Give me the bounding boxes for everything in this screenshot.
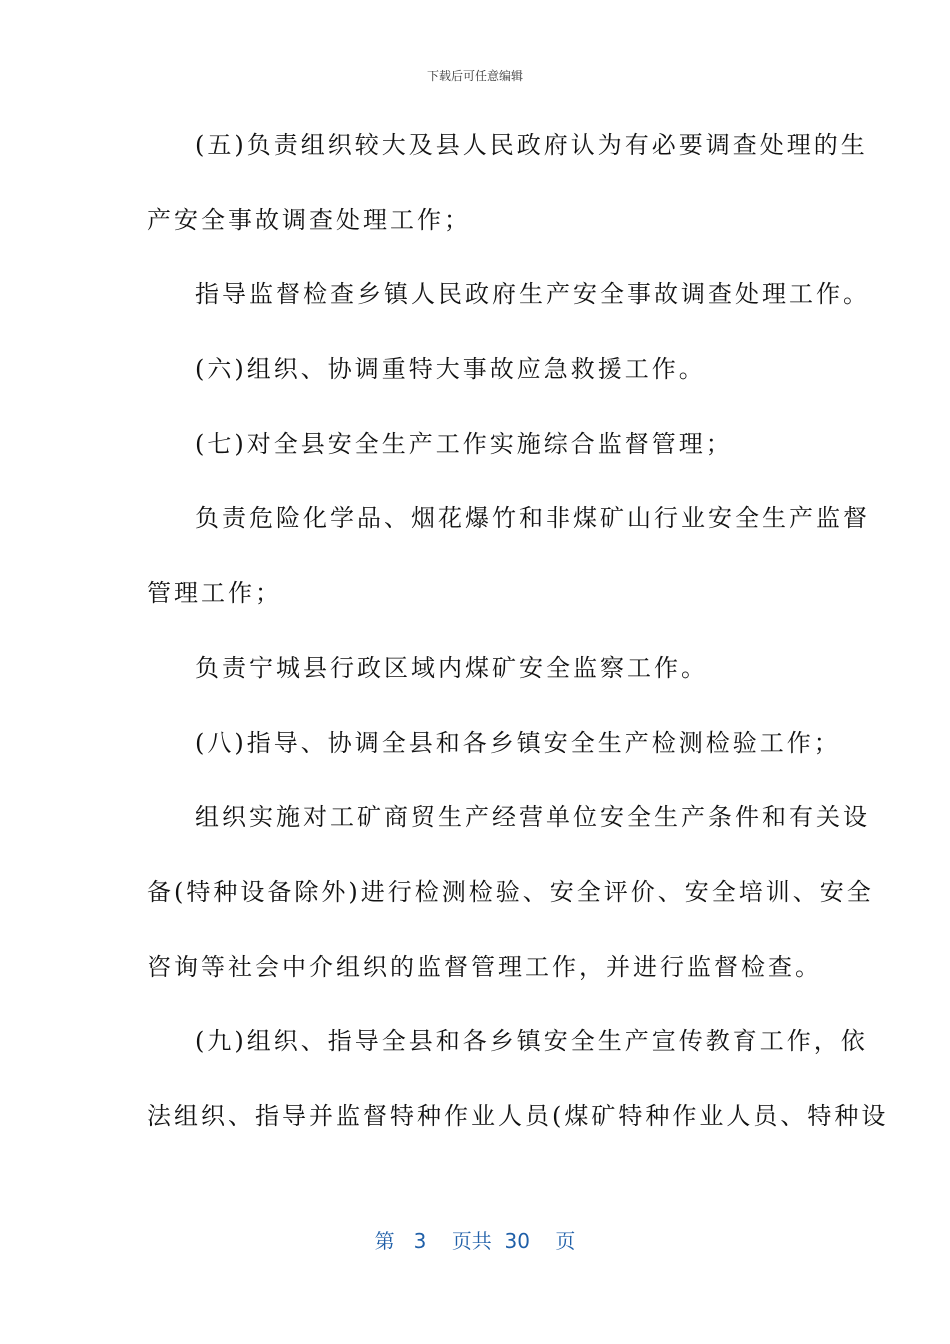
- paragraph-line: (五)负责组织较大及县人民政府认为有必要调查处理的生: [195, 131, 868, 159]
- document-body: [147, 121, 889, 1167]
- paragraph-line: (七)对全县安全生产工作实施综合监督管理；: [195, 429, 733, 458]
- paragraph-line: 备(特种设备除外)进行检测检验、安全评价、安全培训、安全: [147, 877, 874, 906]
- paragraph-line: (六)组织、协调重特大事故应急救援工作。: [195, 355, 706, 384]
- paragraph-line: 咨询等社会中介组织的监督管理工作，并进行监督检查。: [147, 952, 822, 981]
- paragraph-line: (八)指导、协调全县和各乡镇安全生产检测检验工作；: [195, 728, 841, 757]
- paragraph-line: 法组织、指导并监督特种作业人员(煤矿特种作业人员、特种设: [147, 1101, 889, 1130]
- paragraph-line: 产安全事故调查处理工作；: [147, 205, 471, 234]
- total-pages: 30: [504, 1229, 530, 1253]
- header-note: 下载后可任意编辑: [426, 69, 523, 83]
- page-number-footer: [0, 1225, 950, 1254]
- paragraph-line: 负责危险化学品、烟花爆竹和非煤矿山行业安全生产监督: [195, 504, 870, 533]
- page-middle: 页共: [451, 1229, 492, 1253]
- current-page: 3: [413, 1229, 427, 1253]
- paragraph-line: 指导监督检查乡镇人民政府生产安全事故调查处理工作。: [195, 280, 870, 309]
- paragraph-line: 组织实施对工矿商贸生产经营单位安全生产条件和有关设: [195, 803, 870, 832]
- paragraph-line: 管理工作；: [147, 579, 282, 608]
- paragraph-line: (九)组织、指导全县和各乡镇安全生产宣传教育工作，依: [195, 1027, 868, 1056]
- page-prefix: 第: [374, 1229, 395, 1253]
- page-suffix: 页: [555, 1229, 576, 1253]
- paragraph-line: 负责宁城县行政区域内煤矿安全监察工作。: [195, 653, 708, 682]
